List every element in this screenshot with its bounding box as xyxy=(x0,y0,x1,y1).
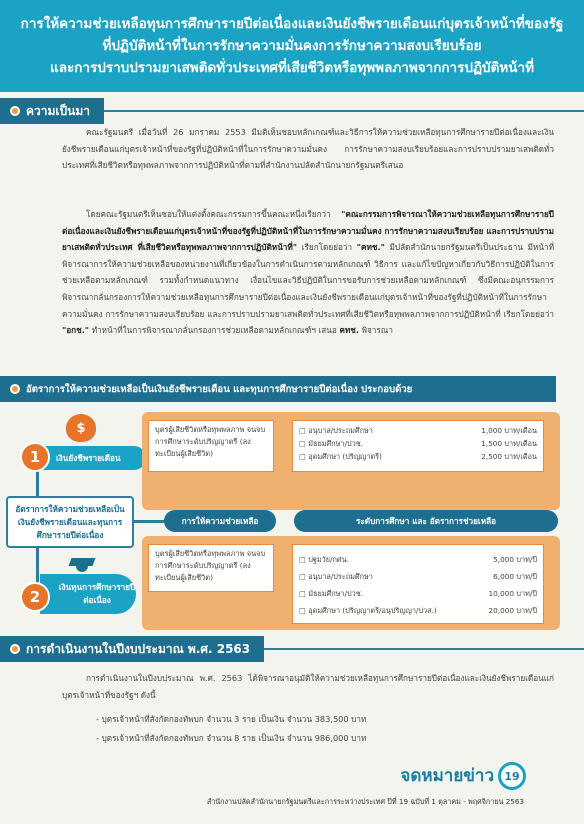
footer-note: สำนักงานปลัดสำนักนายกรัฐมนตรีและการระหว่างประเทศ ปีที่ 19 ฉบับที่ 1 ตุลาคม - พฤศจิกายน 2563 xyxy=(206,797,524,806)
rate-amount: 20,000 บาท/ปี xyxy=(488,606,537,615)
rate-label: □ อุดมศึกษา (ปริญญาตรี/อนุปริญญา/ปวส.) xyxy=(299,602,437,619)
section-rule xyxy=(104,110,584,112)
rate-label: □ อนุบาล/ประถมศึกษา xyxy=(299,424,373,437)
eligible-box-1: บุตรผู้เสียชีวิตหรือทุพพลภาพ จนจบการศึกษาระดับปริญญาตรี (ลงทะเบียนผู้เสียชีวิต) xyxy=(148,420,274,472)
eligible-box-2: บุตรผู้เสียชีวิตหรือทุพพลภาพ จนจบการศึกษาระดับปริญญาตรี (ลงทะเบียนผู้เสียชีวิต) xyxy=(148,544,274,592)
page-number: 19 xyxy=(498,762,526,790)
section-background-tab xyxy=(0,98,104,124)
monthly-rate-box xyxy=(292,420,544,472)
rate-amount: 10,000 บาท/ปี xyxy=(488,589,537,598)
rate-label: □ มัธยมศึกษา/ปวช. xyxy=(299,585,363,602)
background-paragraph-2 xyxy=(62,206,554,339)
bullet-dot-icon xyxy=(10,106,20,116)
section-operations-heading xyxy=(0,636,584,662)
rate-amount: 1,500 บาท/เดือน xyxy=(481,439,537,448)
operations-paragraph: การดำเนินงานในปีงบประมาณ พ.ศ. 2563 ได้พิจารณาอนุมัติให้ความช่วยเหลือทุนการศึกษารายปีต่อเนื่องและเงินยังชีพรายเดือนแก่บุตรเจ้าหน้าที่ของรัฐฯ ดังนี้ xyxy=(62,673,554,700)
rate-label: □ อนุบาล/ประถมศึกษา xyxy=(299,568,373,585)
help-pill xyxy=(164,510,276,532)
page-header xyxy=(0,0,584,92)
section-rates-heading xyxy=(0,376,584,402)
section-operations-title: การดำเนินงานในปีงบประมาณ พ.ศ. 2563 xyxy=(26,641,251,656)
monthly-rate-row xyxy=(299,450,537,463)
help-label: การให้ความช่วยเหลือ xyxy=(181,515,259,526)
rates-diagram xyxy=(0,406,584,630)
rate-label: □ มัธยมศึกษา/ปวช. xyxy=(299,437,363,450)
bullet-text: บุตรเจ้าหน้าที่สังกัดกองทัพบก จำนวน 8 ราย เป็นเงิน จำนวน 986,000 บาท xyxy=(101,733,367,743)
para2-d: พิจารณา xyxy=(361,325,393,336)
yearly-rate-row xyxy=(299,585,537,602)
yearly-rate-box xyxy=(292,544,544,624)
background-paragraph-1: คณะรัฐมนตรี เมื่อวันที่ 26 มกราคม 2553 มีมติเห็นชอบหลักเกณฑ์และวิธีการให้ความช่วยเหลือทุนการศึกษารายปีต่อเนื่องและเงินยังชีพรายเดือนแก่บุตรเจ้าหน้าที่ของรัฐที่ปฏิบัติหน้าที่ในการรักษาความมั่นคง การรักษาความสงบเรียบร้อยและการปราบปรามยาเสพติดทั่วประเทศที่เสียชีวิตหรือทุพพลภาพจากการปฏิบัติหน้าที่ตามที่สำนักงานปลัดสำนักนายกรัฐมนตรีเสนอ xyxy=(62,127,554,171)
committee-abbr: "คทช." xyxy=(356,242,385,253)
yearly-rate-row xyxy=(299,602,537,619)
yearly-rate-row xyxy=(299,551,537,568)
level-pill xyxy=(294,510,558,532)
rate-amount: 6,000 บาท/ปี xyxy=(493,572,537,581)
bullet-dot-icon xyxy=(10,644,20,654)
rate-label: □ อุดมศึกษา (ปริญญาตรี) xyxy=(299,450,382,463)
center-label-text: อัตราการให้ความช่วยเหลือเป็นเงินยังชีพรายเดือนและทุนการศึกษารายปีต่อเนื่อง xyxy=(15,503,125,540)
section-background-title: ความเป็นมา xyxy=(26,103,90,118)
monthly-rate-row xyxy=(299,437,537,450)
rate-label: □ ปฐมวัย/กศน. xyxy=(299,551,349,568)
rate-amount: 1,000 บาท/เดือน xyxy=(481,426,537,435)
para2-pre: โดยคณะรัฐมนตรีเห็นชอบให้แต่งตั้งคณะกรรมการขึ้นคณะหนึ่งเรียกว่า xyxy=(86,209,331,219)
header-line-1: การให้ความช่วยเหลือทุนการศึกษารายปีต่อเนื่องและเงินยังชีพรายเดือนแก่บุตรเจ้าหน้าที่ของรัฐ xyxy=(20,16,564,32)
graduation-cap-icon xyxy=(68,556,96,574)
section-operations-tab xyxy=(0,636,264,662)
monthly-allowance-pill xyxy=(40,446,146,470)
section-rates-title: อัตราการให้ความช่วยเหลือเป็นเงินยังชีพรายเดือน และทุนการศึกษารายปีต่อเนื่อง ประกอบด้วย xyxy=(26,383,413,395)
operations-bullets xyxy=(96,710,366,748)
bullet-dot-icon xyxy=(10,384,20,394)
connector-horizontal xyxy=(134,520,164,523)
level-label: ระดับการศึกษา และ อัตราการช่วยเหลือ xyxy=(355,515,497,526)
money-bag-icon: $ xyxy=(66,414,96,442)
para2-a: เรียกโดยย่อว่า xyxy=(301,242,353,253)
scholarship-label: เงินทุนการศึกษารายปีต่อเนื่อง xyxy=(58,582,136,605)
newsletter-title: จดหมายข่าว xyxy=(400,766,494,786)
section-rule xyxy=(264,648,584,650)
section-background-heading xyxy=(0,98,584,124)
subcommittee-abbr: "อกช." xyxy=(62,325,90,336)
monthly-rate-row xyxy=(299,424,537,437)
header-line-3: และการปราบปรามยาเสพติดทั่วประเทศที่เสียชีวิตหรือทุพพลภาพจากการปฏิบัติหน้าที่ xyxy=(50,60,534,76)
para2-c: ทำหน้าที่ในการพิจารณากลั่นกรองการช่วยเหลือตามหลักเกณฑ์ฯ เสนอ xyxy=(91,325,337,336)
committee-name: "คณะกรรมการพิจารณาให้ความช่วยเหลือทุนการศึกษารายปีต่อเนื่องและเงินยังชีพรายเดือนแก่บุตรเจ้าหน้าที่ของรัฐที่ปฏิบัติหน้าที่ในการรักษาความมั่นคง การรักษาความสงบเรียบร้อย และการปราบปรามยาเสพติดทั่วประเทศ ที่เสียชีวิตหรือทุพพลภาพจากการปฏิบัติหน้าที่" xyxy=(62,209,554,253)
bullet-item: - บุตรเจ้าหน้าที่สังกัดกองทัพบก จำนวน 3 ราย เป็นเงิน จำนวน 383,500 บาท xyxy=(96,714,367,724)
item-1-badge: 1 xyxy=(20,442,50,472)
rate-amount: 2,500 บาท/เดือน xyxy=(481,452,537,461)
bullet-item: - บุตรเจ้าหน้าที่สังกัดกองทัพบก จำนวน 8 ราย เป็นเงิน จำนวน 986,000 บาท xyxy=(96,733,367,743)
center-label-box xyxy=(6,496,134,548)
monthly-allowance-label: เงินยังชีพรายเดือน xyxy=(56,452,121,463)
bullet-text: บุตรเจ้าหน้าที่สังกัดกองทัพบก จำนวน 3 ราย เป็นเงิน จำนวน 383,500 บาท xyxy=(101,714,367,724)
item-2-badge: 2 xyxy=(20,582,50,612)
header-line-2: ที่ปฏิบัติหน้าที่ในการรักษาความมั่นคงการรักษาความสงบเรียบร้อย xyxy=(102,38,482,54)
para2-b: มีปลัดสำนักนายกรัฐมนตรีเป็นประธาน มีหน้าที่พิจารณาการให้ความช่วยเหลือของหน่วยงานที่เกี่ยวข้องในการดำเนินการตามหลักเกณฑ์ วิธีการ และแก้ไขปัญหาเกี่ยวกับวิธีการปฏิบัติในการช่วยเหลือตามหลักเกณฑ์ รวมทั้งกำหนดแนวทาง เงื่อนไขและวิธีปฏิบัติในการขอรับการช่วยเหลือตามหลักเกณฑ์ ซึ่งมีคณะอนุกรรมการพิจารณากลั่นกรองการให้ความช่วยเหลือทุนการศึกษารายปีต่อเนื่องและเงินยังชีพรายเดือนแก่บุตรเจ้าหน้าที่ของรัฐที่ปฏิบัติหน้าที่ในการรักษาความมั่นคง การรักษาความสงบเรียบร้อย และการปราบปรามยาเสพติดทั่วประเทศที่เสียชีวิตหรือทุพพลภาพจากการปฏิบัติหน้าที่ เรียกโดยย่อว่า xyxy=(62,242,555,319)
rate-amount: 5,000 บาท/ปี xyxy=(493,555,537,564)
committee-abbr-2: คทช. xyxy=(339,325,359,336)
scholarship-pill xyxy=(40,574,136,614)
yearly-rate-row xyxy=(299,568,537,585)
section-rates-tab xyxy=(0,376,556,402)
